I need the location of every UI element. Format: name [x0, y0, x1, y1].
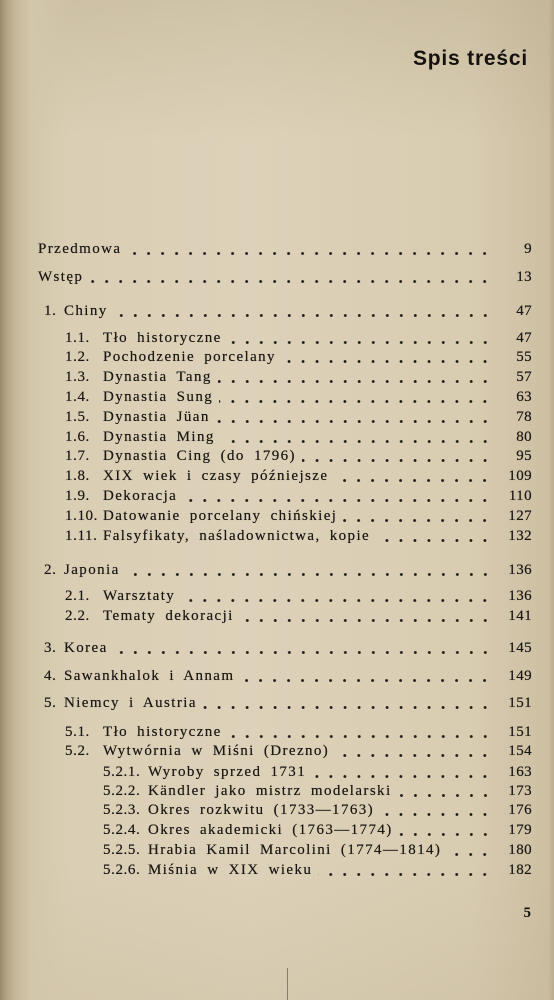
entry-title: Chiny: [64, 303, 108, 319]
entry-title: Falsyfikaty, naśladownictwa, kopie: [103, 528, 371, 544]
toc-subsection-5-2-3: [103, 800, 532, 820]
entry-page: 63: [516, 389, 532, 405]
toc-entry-wstep: [38, 267, 532, 287]
dot-leader: [216, 407, 492, 427]
entry-number: 2.1.: [65, 588, 90, 604]
entry-title: Wyroby sprzed 1731: [148, 764, 307, 780]
entry-page: 179: [508, 822, 532, 838]
toc-subsection-5-2-5: [103, 840, 532, 860]
toc-subsection-5-2-4: [103, 820, 532, 840]
entry-number: 5.2.5.: [103, 842, 141, 858]
entry-number: 1.9.: [65, 488, 90, 504]
dot-leader: [399, 820, 492, 840]
entry-title: Dynastia Cing (do 1796): [103, 448, 296, 464]
toc-section-1-10: [65, 506, 532, 526]
entry-page: 136: [508, 562, 532, 578]
entry-title: Wstęp: [38, 269, 84, 285]
entry-title: Hrabia Kamil Marcolini (1774—1814): [148, 842, 442, 858]
entry-page: 182: [508, 862, 532, 878]
scan-mark: [287, 968, 288, 1000]
dot-leader: [312, 762, 492, 782]
dot-leader: [240, 666, 492, 686]
entry-number: 1.5.: [65, 409, 90, 425]
dot-leader: [240, 606, 492, 626]
entry-page: 9: [524, 241, 532, 257]
dot-leader: [380, 800, 492, 820]
toc-section-1-6: [65, 427, 532, 447]
entry-title: XIX wiek i czasy późniejsze: [103, 468, 329, 484]
entry-title: Wytwórnia w Miśni (Drezno): [103, 743, 330, 759]
page-title: Spis treści: [412, 47, 528, 70]
entry-page: 78: [516, 409, 532, 425]
dot-leader: [89, 267, 492, 287]
dot-leader: [318, 860, 492, 880]
toc-section-1-5: [65, 407, 532, 427]
entry-page: 180: [508, 842, 532, 858]
entry-page: 47: [516, 330, 532, 346]
entry-number: 2.: [44, 562, 57, 578]
toc-subsection-5-2-2: [103, 781, 532, 801]
entry-title: Tło historyczne: [103, 724, 222, 740]
entry-page: 95: [516, 448, 532, 464]
entry-number: 1.: [44, 303, 57, 319]
entry-title: Sawankhalok i Annam: [64, 668, 235, 684]
entry-number: 5.2.1.: [103, 764, 141, 780]
toc-section-1-9: [65, 486, 532, 506]
entry-title: Korea: [64, 640, 108, 656]
entry-page: 57: [516, 369, 532, 385]
entry-title: Warsztaty: [103, 588, 176, 604]
toc-section-1-8: [65, 466, 532, 486]
toc-section-1-1: [65, 328, 532, 348]
entry-number: 3.: [44, 640, 57, 656]
entry-page: 149: [508, 668, 532, 684]
dot-leader: [282, 347, 492, 367]
entry-number: 1.3.: [65, 369, 90, 385]
entry-number: 5.2.: [65, 743, 90, 759]
entry-title: Pochodzenie porcelany: [103, 349, 276, 365]
entry-page: 127: [508, 508, 532, 524]
toc-chapter-4: [44, 666, 532, 686]
dot-leader: [218, 367, 492, 387]
dot-leader: [183, 486, 492, 506]
dot-leader: [181, 586, 492, 606]
entry-number: 2.2.: [65, 608, 90, 624]
entry-page: 141: [508, 608, 532, 624]
entry-title: Tematy dekoracji: [103, 608, 234, 624]
dot-leader: [335, 741, 492, 761]
toc-subsection-5-2-1: [103, 762, 532, 782]
entry-page: 176: [508, 802, 532, 818]
entry-page: 13: [516, 269, 532, 285]
toc-chapter-3: [44, 638, 532, 658]
toc-section-1-3: [65, 367, 532, 387]
toc-section-2-1: [65, 586, 532, 606]
entry-page: 80: [516, 429, 532, 445]
entry-page: 151: [508, 724, 532, 740]
entry-page: 136: [508, 588, 532, 604]
dot-leader: [343, 506, 492, 526]
entry-number: 1.11.: [65, 528, 98, 544]
dot-leader: [114, 638, 492, 658]
entry-title: Kändler jako mistrz modelarski: [148, 783, 392, 799]
entry-title: Datowanie porcelany chińskiej: [103, 508, 338, 524]
dot-leader: [203, 693, 492, 713]
entry-number: 1.6.: [65, 429, 90, 445]
dot-leader: [126, 560, 492, 580]
entry-title: Okres rozkwitu (1733—1763): [148, 802, 375, 818]
dot-leader: [219, 387, 492, 407]
entry-number: 5.: [44, 695, 57, 711]
dot-leader: [228, 328, 492, 348]
entry-page: 109: [508, 468, 532, 484]
entry-number: 1.7.: [65, 448, 90, 464]
toc-chapter-1: [44, 301, 532, 321]
toc-chapter-2: [44, 560, 532, 580]
dot-leader: [302, 446, 492, 466]
entry-title: Japonia: [64, 562, 120, 578]
entry-page: 110: [508, 488, 532, 504]
entry-title: Tło historyczne: [103, 330, 222, 346]
entry-title: Miśnia w XIX wieku: [148, 862, 313, 878]
entry-page: 154: [508, 743, 532, 759]
page-number: 5: [523, 905, 531, 921]
entry-page: 173: [508, 783, 532, 799]
entry-title: Dynastia Jüan: [103, 409, 210, 425]
toc-section-1-2: [65, 347, 532, 367]
entry-title: Dynastia Sung: [103, 389, 214, 405]
entry-page: 47: [516, 303, 532, 319]
entry-title: Dynastia Ming: [103, 429, 215, 445]
toc-section-1-4: [65, 387, 532, 407]
toc-section-5-2: [65, 741, 532, 761]
entry-page: 145: [508, 640, 532, 656]
entry-title: Dynastia Tang: [103, 369, 212, 385]
entry-title: Okres akademicki (1763—1774): [148, 822, 393, 838]
entry-page: 132: [508, 528, 532, 544]
dot-leader: [398, 781, 492, 801]
toc-section-5-1: [65, 722, 532, 742]
entry-title: Niemcy i Austria: [64, 695, 197, 711]
toc-subsection-5-2-6: [103, 860, 532, 880]
entry-page: 151: [508, 695, 532, 711]
entry-number: 5.1.: [65, 724, 90, 740]
entry-page: 55: [516, 349, 532, 365]
dot-leader: [127, 239, 492, 259]
entry-number: 1.8.: [65, 468, 90, 484]
dot-leader: [221, 427, 492, 447]
dot-leader: [334, 466, 492, 486]
dot-leader: [114, 301, 492, 321]
entry-title: Dekoracja: [103, 488, 178, 504]
entry-number: 4.: [44, 668, 57, 684]
entry-number: 5.2.6.: [103, 862, 141, 878]
toc-entry-przedmowa: [38, 239, 532, 259]
toc-section-1-11: [65, 526, 532, 546]
entry-number: 5.2.3.: [103, 802, 141, 818]
entry-number: 1.1.: [65, 330, 90, 346]
entry-title: Przedmowa: [38, 241, 122, 257]
toc-section-2-2: [65, 606, 532, 626]
toc-section-1-7: [65, 446, 532, 466]
dot-leader: [447, 840, 492, 860]
entry-page: 163: [508, 764, 532, 780]
entry-number: 5.2.4.: [103, 822, 141, 838]
dot-leader: [228, 722, 492, 742]
dot-leader: [376, 526, 492, 546]
entry-number: 1.2.: [65, 349, 90, 365]
entry-number: 1.4.: [65, 389, 90, 405]
entry-number: 5.2.2.: [103, 783, 141, 799]
toc-chapter-5: [44, 693, 532, 713]
entry-number: 1.10.: [65, 508, 98, 524]
